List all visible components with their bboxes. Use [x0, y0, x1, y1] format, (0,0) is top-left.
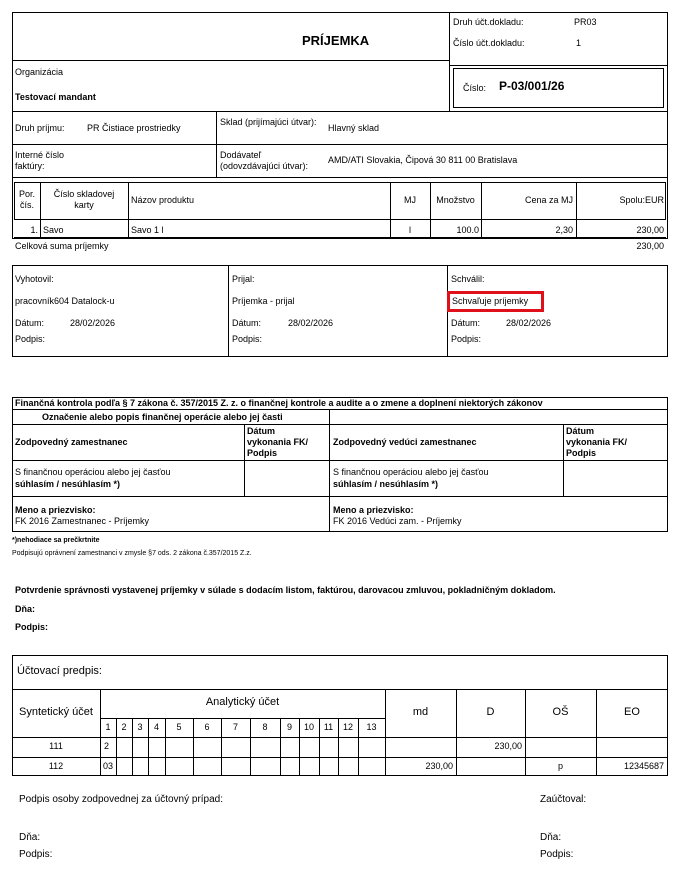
footer-zauctoval: Zaúčtoval:	[540, 794, 587, 805]
anal-col-2: 2	[121, 722, 127, 732]
accounting-d: D	[486, 706, 495, 718]
vyhotovil-label: Vyhotovil:	[15, 274, 54, 284]
finance-zodp-ved: Zodpovedný vedúci zamestnanec	[333, 437, 477, 447]
anal-col-1: 1	[105, 722, 111, 732]
finance-suhlas-right-2: súhlasím / nesúhlasím *)	[333, 479, 439, 489]
anal-col-3: 3	[137, 722, 143, 732]
confirm-text: Potvrdenie správnosti vystavenej príjemky v súlade s dodacím listom, faktúrou, darovacou zmluvou, pokladničným dokladom.	[15, 585, 556, 595]
th-cena: Cena za MJ	[524, 195, 573, 205]
schvalil-datum-value: 28/02/2026	[506, 318, 552, 328]
anal-col-6: 6	[204, 722, 210, 732]
dodavatel-label: Dodávateľ	[220, 150, 262, 160]
finance-suhlas-right-1: S finančnou operáciou alebo jej časťou	[333, 467, 489, 477]
dodavatel-value: AMD/ATI Slovakia, Čipová 30 811 00 Bratislava	[328, 155, 518, 165]
sklad-value: Hlavný sklad	[328, 123, 380, 133]
druh-dokladu-value: PR03	[574, 17, 597, 27]
footer-podpis-osoby: Podpis osoby zodpovednej za účtovný prípad:	[19, 794, 224, 805]
cislo-uct-label: Číslo účt.dokladu:	[453, 38, 525, 48]
th-spolu: Spolu:EUR	[619, 195, 664, 205]
anal-col-9: 9	[286, 722, 292, 732]
td-por: 1.	[30, 225, 38, 235]
acc-row-2-anal: 03	[103, 761, 114, 771]
total-label: Celková suma príjemky	[15, 241, 109, 251]
prijal-podpis-label: Podpis:	[232, 334, 263, 344]
organizacia-label: Organizácia	[15, 67, 64, 77]
anal-col-11: 11	[323, 722, 334, 732]
finance-note-2: Podpisujú oprávnení zamestnanci v zmysle §7 ods. 2 zákona č.357/2015 Z.z.	[12, 550, 252, 557]
dodavatel-label-2: (odovzdávajúci útvar):	[220, 161, 309, 171]
schvalil-label: Schválil:	[451, 274, 485, 284]
td-spolu: 230,00	[636, 225, 664, 235]
druh-prijmu-value: PR Čistiace prostriedky	[87, 123, 181, 133]
th-por-2: čís.	[19, 200, 34, 210]
total-row-value: 230,00	[636, 241, 664, 251]
cislo-value: P-03/001/26	[499, 79, 565, 93]
druh-prijmu-label: Druh príjmu:	[15, 123, 65, 133]
footer-dna-left: Dňa:	[19, 832, 41, 843]
finance-datum-right-3: Podpis	[566, 448, 597, 458]
finance-meno-left-value: FK 2016 Zamestnanec - Príjemky	[15, 516, 150, 526]
vyhotovil-podpis-label: Podpis:	[15, 334, 46, 344]
anal-col-8: 8	[262, 722, 268, 732]
footer-podpis-left: Podpis:	[19, 849, 53, 860]
sklad-label: Sklad (prijímajúci útvar):	[220, 117, 317, 127]
th-mj: MJ	[404, 195, 416, 205]
interne-cislo-label: Interné číslo	[15, 150, 65, 160]
td-karta: Savo	[43, 225, 64, 235]
schvalil-datum-label: Dátum:	[451, 318, 481, 328]
finance-suhlas-left-1: S finančnou operáciou alebo jej časťou	[15, 467, 171, 477]
th-karta: Číslo skladovej	[53, 189, 115, 199]
td-mnozstvo: 100.0	[456, 225, 479, 235]
finance-note-1: *)nehodiace sa prečkrtnite	[12, 537, 100, 544]
accounting-anal: Analytický účet	[205, 696, 280, 708]
td-cena: 2,30	[555, 225, 573, 235]
th-por: Por.	[18, 189, 35, 199]
accounting-title: Účtovací predpis:	[17, 665, 102, 677]
signature-block	[12, 265, 668, 357]
th-nazov: Názov produktu	[131, 195, 195, 205]
anal-col-13: 13	[366, 722, 377, 732]
vyhotovil-datum-value: 28/02/2026	[70, 318, 116, 328]
footer-podpis-right: Podpis:	[540, 849, 574, 860]
finance-title: Finančná kontrola podľa § 7 zákona č. 357/2015 Z. z. o finančnej kontrole a audite a o zmene a doplnení niektorých zákonov	[15, 398, 543, 408]
td-mj: l	[409, 225, 411, 235]
anal-col-7: 7	[232, 722, 238, 732]
accounting-syn: Syntetický účet	[19, 706, 93, 718]
finance-datum-right-2: vykonania FK/	[566, 437, 628, 447]
organizacia-value: Testovací mandant	[15, 92, 96, 102]
cislo-label: Číslo:	[463, 83, 487, 93]
anal-col-10: 10	[303, 722, 314, 732]
interne-cislo-label-2: faktúry:	[15, 161, 45, 171]
cislo-uct-value: 1	[576, 38, 582, 48]
confirm-dna: Dňa:	[15, 604, 35, 614]
acc-row-2-syn: 112	[48, 761, 64, 771]
finance-zodp-zam: Zodpovedný zamestnanec	[15, 437, 128, 447]
acc-row-1-syn: 111	[49, 741, 63, 751]
vyhotovil-value: pracovník604 Datalock-u	[15, 296, 115, 306]
anal-col-5: 5	[176, 722, 182, 732]
finance-datum-left-1: Dátum	[247, 426, 276, 436]
finance-datum-left-2: vykonania FK/	[247, 437, 309, 447]
td-nazov: Savo 1 l	[131, 225, 164, 235]
acc-row-1-anal: 2	[104, 741, 110, 751]
acc-row-2-md: 230,00	[425, 761, 453, 771]
finance-oznacenie: Označenie alebo popis finančnej operácie alebo jej časti	[42, 412, 283, 422]
document-title: PRÍJEMKA	[302, 33, 370, 48]
acc-row-1-d: 230,00	[494, 741, 522, 751]
accounting-os: OŠ	[552, 706, 569, 718]
acc-row-2-os: p	[557, 761, 563, 771]
vyhotovil-datum-label: Dátum:	[15, 318, 45, 328]
accounting-eo: EO	[624, 706, 640, 718]
prijal-value: Príjemka - prijal	[232, 296, 295, 306]
th-mnozstvo: Množstvo	[436, 195, 475, 205]
schvalil-value: Schvaľuje príjemky	[452, 296, 529, 306]
schvalil-podpis-label: Podpis:	[451, 334, 482, 344]
prijal-datum-value: 28/02/2026	[288, 318, 334, 328]
finance-datum-left-3: Podpis	[247, 448, 278, 458]
finance-meno-right-value: FK 2016 Vedúci zam. - Príjemky	[333, 516, 462, 526]
finance-meno-right-label: Meno a priezvisko:	[333, 505, 414, 515]
finance-meno-left-label: Meno a priezvisko:	[15, 505, 96, 515]
th-karta-2: karty	[74, 200, 94, 210]
accounting-md: md	[412, 706, 429, 718]
finance-datum-right-1: Dátum	[566, 426, 595, 436]
prijal-label: Prijal:	[232, 274, 255, 284]
finance-suhlas-left-2: súhlasím / nesúhlasím *)	[15, 479, 121, 489]
confirm-podpis: Podpis:	[15, 622, 48, 632]
footer-dna-right: Dňa:	[540, 832, 562, 843]
anal-col-12: 12	[342, 722, 353, 732]
prijal-datum-label: Dátum:	[232, 318, 262, 328]
druh-dokladu-label: Druh účt.dokladu:	[453, 17, 524, 27]
anal-col-4: 4	[153, 722, 159, 732]
acc-row-2-eo: 12345687	[623, 761, 664, 771]
